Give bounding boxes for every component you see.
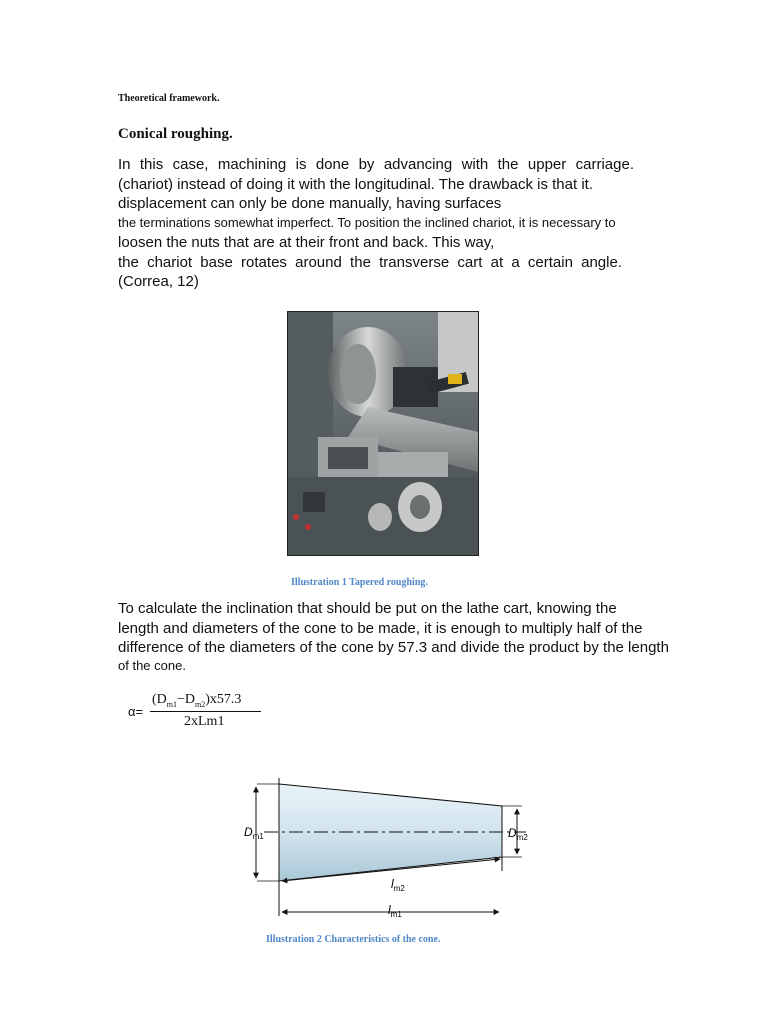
dm2-label: $D_{m2}$ — [508, 826, 528, 842]
paragraph-1-line: the chariot base rotates around the transverse cart at a certain angle. — [118, 254, 622, 271]
section-title: Conical roughing. — [118, 126, 233, 142]
paragraph-2-line: length and diameters of the cone to be made, it is enough to multiply half of the — [118, 620, 643, 637]
paragraph-2-line: To calculate the inclination that should be put on the lathe cart, knowing the — [118, 600, 617, 617]
dm1-label: $D_{m1}$ — [244, 825, 264, 841]
paragraph-1-line: displacement can only be done manually, having surfaces — [118, 195, 502, 212]
paragraph-1-line: (chariot) instead of doing it with the longitudinal. The drawback is that it. — [118, 176, 593, 193]
figure-2-caption: Illustration 2 Characteristics of the cone. — [266, 934, 441, 945]
lm1-label: $l_{m1}$ — [388, 903, 402, 919]
figure-1-caption: Illustration 1 Tapered roughing. — [291, 577, 428, 588]
formula-numerator: $(D_{m1}-D_{m2})x57.3$ — [152, 692, 242, 709]
paragraph-2-line: of the cone. — [118, 658, 186, 673]
cone-diagram — [240, 775, 540, 925]
formula-denominator: 2xLm1 — [184, 714, 225, 729]
lm2-label: $l_{m2}$ — [391, 877, 405, 893]
formula-lhs: α= — [128, 704, 144, 719]
paragraph-1-line: loosen the nuts that are at their front and back. This way, — [118, 234, 495, 251]
paragraph-1-line: In this case, machining is done by advancing with the upper carriage. — [118, 156, 634, 173]
paragraph-1-line: (Correa, 12) — [118, 273, 199, 290]
lathe-photo — [287, 311, 479, 556]
fraction-bar — [150, 711, 261, 712]
paragraph-1-line: the terminations somewhat imperfect. To position the inclined chariot, it is necessary to — [118, 215, 616, 230]
lathe-photo-image — [288, 312, 478, 555]
small-title: Theoretical framework. — [118, 93, 220, 104]
paragraph-2-line: difference of the diameters of the cone by 57.3 and divide the product by the length — [118, 639, 669, 656]
